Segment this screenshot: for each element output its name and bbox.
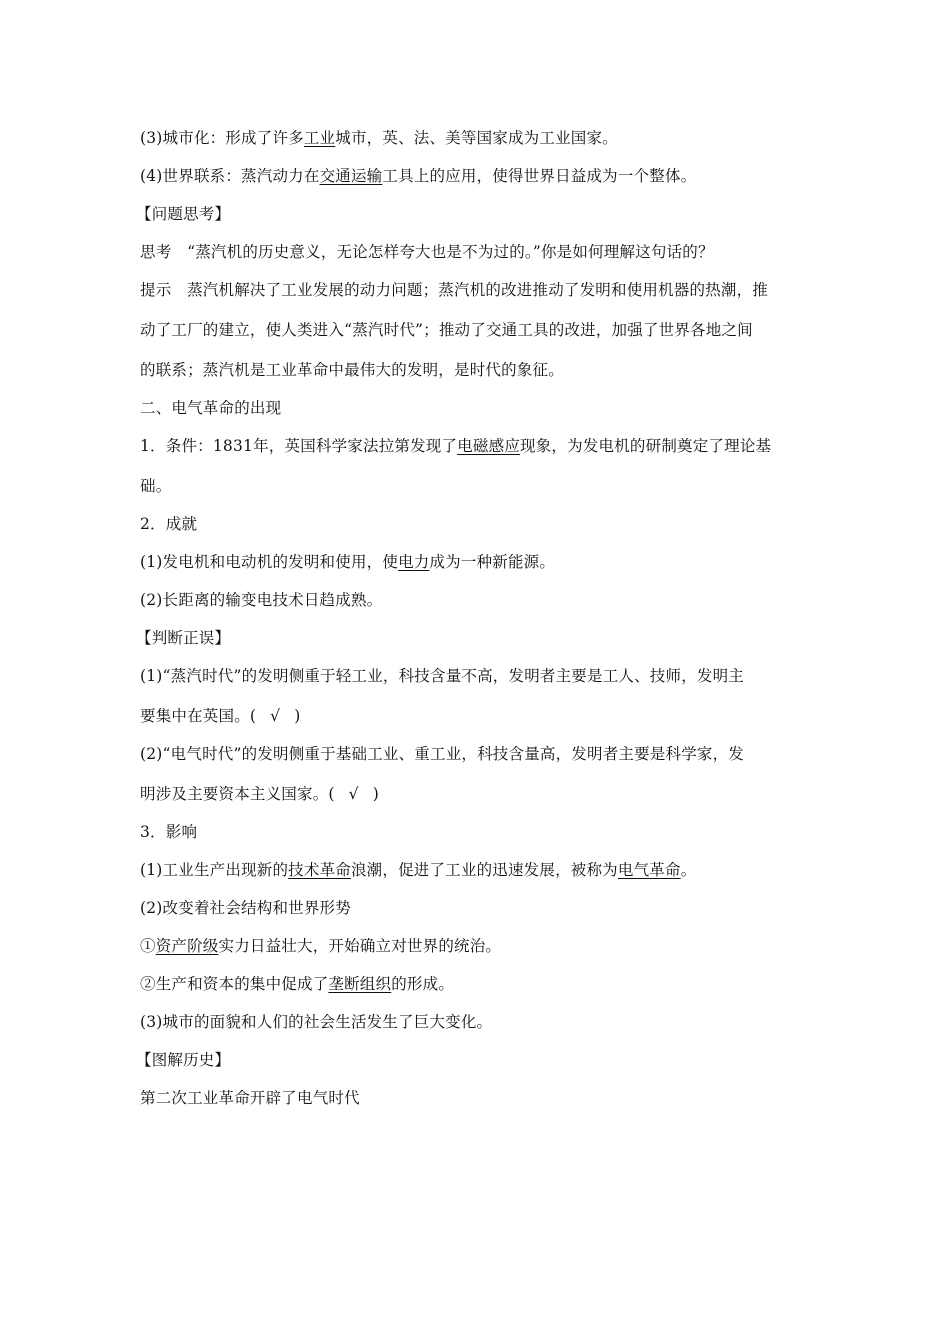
condition-line: 1．条件：1831年，英国科学家法拉第发现了电磁感应现象，为发电机的研制奠定了理论基 (140, 437, 772, 455)
impact-2-item-2: ②生产和资本的集中促成了垄断组织的形成。 (140, 975, 455, 993)
impact-3: (3)城市的面貌和人们的社会生活发生了巨大变化。 (140, 1013, 493, 1031)
urbanization-line: (3)城市化：形成了许多工业城市，英、法、美等国家成为工业国家。 (140, 129, 618, 147)
impact-2: (2)改变着社会结构和世界形势 (140, 899, 351, 917)
check-mark: √ (270, 707, 281, 725)
impact-heading: 3．影响 (140, 823, 198, 841)
condition-line-cont: 础。 (140, 477, 172, 495)
section-heading-illustrated: 【图解历史】 (136, 1051, 231, 1069)
judgement-1-line-2: 要集中在英国。( √ ) (140, 707, 301, 725)
section-heading-question: 【问题思考】 (136, 205, 231, 223)
achievements-heading: 2．成就 (140, 515, 198, 533)
blank-answer: 电气革命 (617, 861, 681, 879)
blank-answer: 资产阶级 (155, 937, 219, 955)
blank-answer: 工业 (303, 129, 336, 147)
section-title-electric-revolution: 二、电气革命的出现 (140, 399, 282, 417)
section-heading-judgement: 【判断正误】 (136, 629, 231, 647)
achievement-1: (1)发电机和电动机的发明和使用，使电力成为一种新能源。 (140, 553, 556, 571)
judgement-2-line-1: (2)“电气时代”的发明侧重于基础工业、重工业，科技含量高，发明者主要是科学家，发 (140, 745, 745, 763)
judgement-2-line-2: 明涉及主要资本主义国家。( √ ) (140, 785, 379, 803)
hint-text-line-1: 提示 蒸汽机解决了工业发展的动力问题；蒸汽机的改进推动了发明和使用机器的热潮，推 (140, 281, 769, 299)
blank-answer: 电磁感应 (457, 437, 521, 455)
question-text: 思考 “蒸汽机的历史意义，无论怎样夸大也是不为过的。”你是如何理解这句话的？ (140, 243, 714, 261)
achievement-2: (2)长距离的输变电技术日趋成熟。 (140, 591, 383, 609)
judgement-1-line-1: (1)“蒸汽时代”的发明侧重于轻工业，科技含量不高，发明者主要是工人、技师，发明主 (140, 667, 745, 685)
check-mark: √ (348, 785, 359, 803)
hint-text-line-3: 的联系；蒸汽机是工业革命中最伟大的发明，是时代的象征。 (140, 361, 564, 379)
impact-2-item-1: ①资产阶级实力日益壮大，开始确立对世界的统治。 (140, 937, 502, 955)
blank-answer: 技术革命 (288, 861, 351, 879)
illustration-caption: 第二次工业革命开辟了电气时代 (140, 1089, 360, 1107)
impact-1: (1)工业生产出现新的技术革命浪潮，促进了工业的迅速发展，被称为电气革命。 (140, 861, 697, 879)
blank-answer: 交通运输 (319, 167, 383, 185)
blank-answer: 垄断组织 (328, 975, 392, 993)
world-connection-line: (4)世界联系：蒸汽动力在交通运输工具上的应用，使得世界日益成为一个整体。 (140, 167, 697, 185)
hint-text-line-2: 动了工厂的建立，使人类进入“蒸汽时代”；推动了交通工具的改进，加强了世界各地之间 (140, 321, 753, 339)
blank-answer: 电力 (398, 553, 430, 571)
